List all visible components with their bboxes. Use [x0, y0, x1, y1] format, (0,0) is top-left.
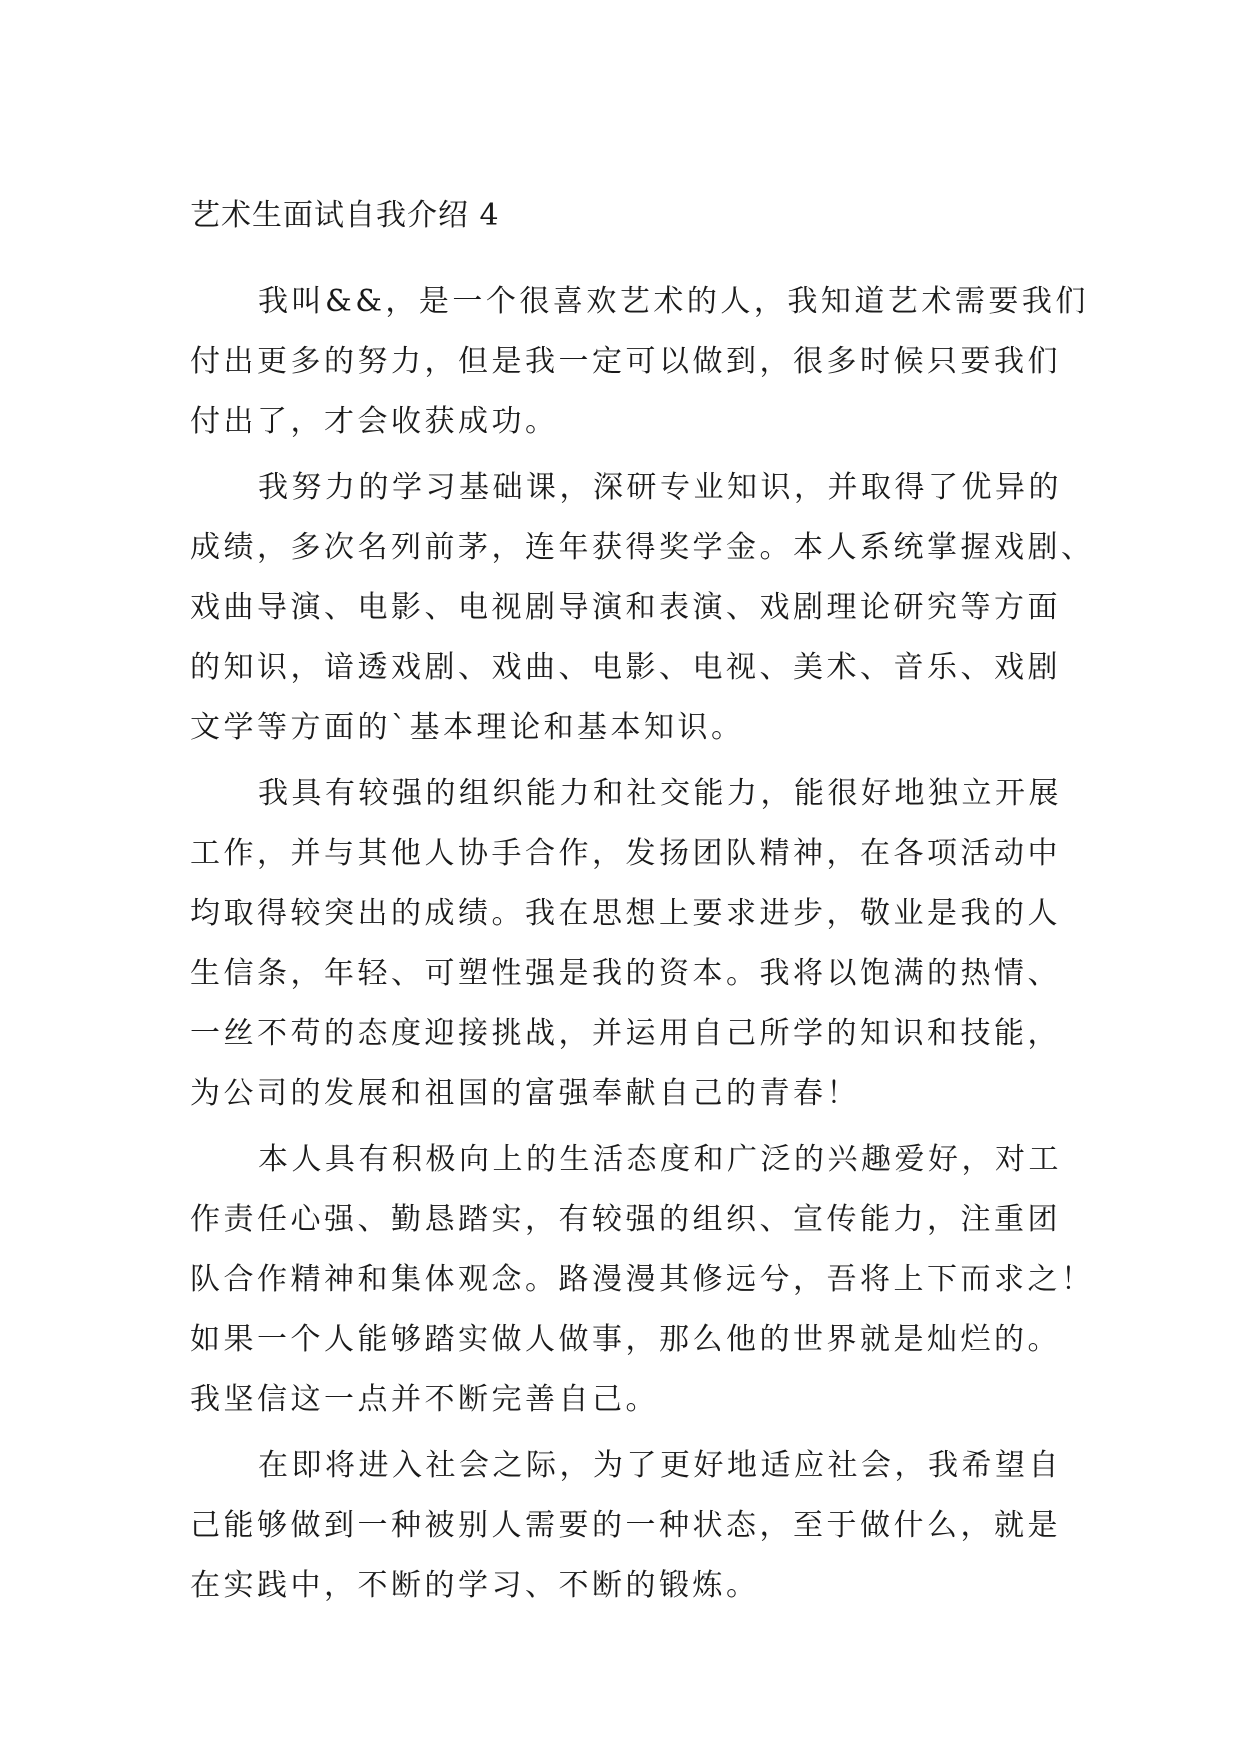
paragraph-line: 我坚信这一点并不断完善自己。 — [190, 1382, 659, 1417]
paragraph-line: 的知识，谙透戏剧、戏曲、电影、电视、美术、音乐、戏剧 — [190, 650, 1061, 685]
paragraph-line: 付出更多的努力，但是我一定可以做到，很多时候只要我们 — [190, 344, 1061, 379]
paragraph-line: 队合作精神和集体观念。路漫漫其修远兮，吾将上下而求之！ — [190, 1262, 1095, 1297]
paragraph-line: 作责任心强、勤恳踏实，有较强的组织、宣传能力，注重团 — [190, 1202, 1061, 1237]
paragraph-line: 付出了，才会收获成功。 — [190, 404, 559, 439]
paragraph-line: 文学等方面的`基本理论和基本知识。 — [190, 710, 745, 745]
paragraph-line: 戏曲导演、电影、电视剧导演和表演、戏剧理论研究等方面 — [190, 590, 1061, 625]
paragraph-line: 在即将进入社会之际，为了更好地适应社会，我希望自 — [258, 1448, 1062, 1483]
paragraph-line: 己能够做到一种被别人需要的一种状态，至于做什么，就是 — [190, 1508, 1061, 1543]
paragraph-line: 我努力的学习基础课，深研专业知识，并取得了优异的 — [258, 470, 1062, 505]
paragraph-line: 我具有较强的组织能力和社交能力，能很好地独立开展 — [258, 776, 1062, 811]
paragraph-line: 我叫&&，是一个很喜欢艺术的人，我知道艺术需要我们 — [258, 284, 1089, 319]
document-title: 艺术生面试自我介绍 4 — [190, 198, 500, 233]
paragraph-3 — [190, 764, 1062, 1124]
paragraph-line: 如果一个人能够踏实做人做事，那么他的世界就是灿烂的。 — [190, 1322, 1061, 1357]
paragraph-line: 均取得较突出的成绩。我在思想上要求进步，敬业是我的人 — [190, 896, 1061, 931]
paragraph-line: 本人具有积极向上的生活态度和广泛的兴趣爱好，对工 — [258, 1142, 1062, 1177]
paragraph-line: 生信条，年轻、可塑性强是我的资本。我将以饱满的热情、 — [190, 956, 1061, 991]
paragraph-line: 为公司的发展和祖国的富强奉献自己的青春！ — [190, 1076, 860, 1111]
paragraph-2 — [190, 458, 1095, 758]
paragraph-line: 一丝不苟的态度迎接挑战，并运用自己所学的知识和技能， — [190, 1016, 1061, 1051]
paragraph-4 — [190, 1130, 1095, 1430]
paragraph-line: 在实践中，不断的学习、不断的锻炼。 — [190, 1568, 760, 1603]
paragraph-5 — [190, 1436, 1062, 1616]
paragraph-line: 成绩，多次名列前茅，连年获得奖学金。本人系统掌握戏剧、 — [190, 530, 1095, 565]
paragraph-1 — [190, 272, 1089, 452]
paragraph-line: 工作，并与其他人协手合作，发扬团队精神，在各项活动中 — [190, 836, 1061, 871]
